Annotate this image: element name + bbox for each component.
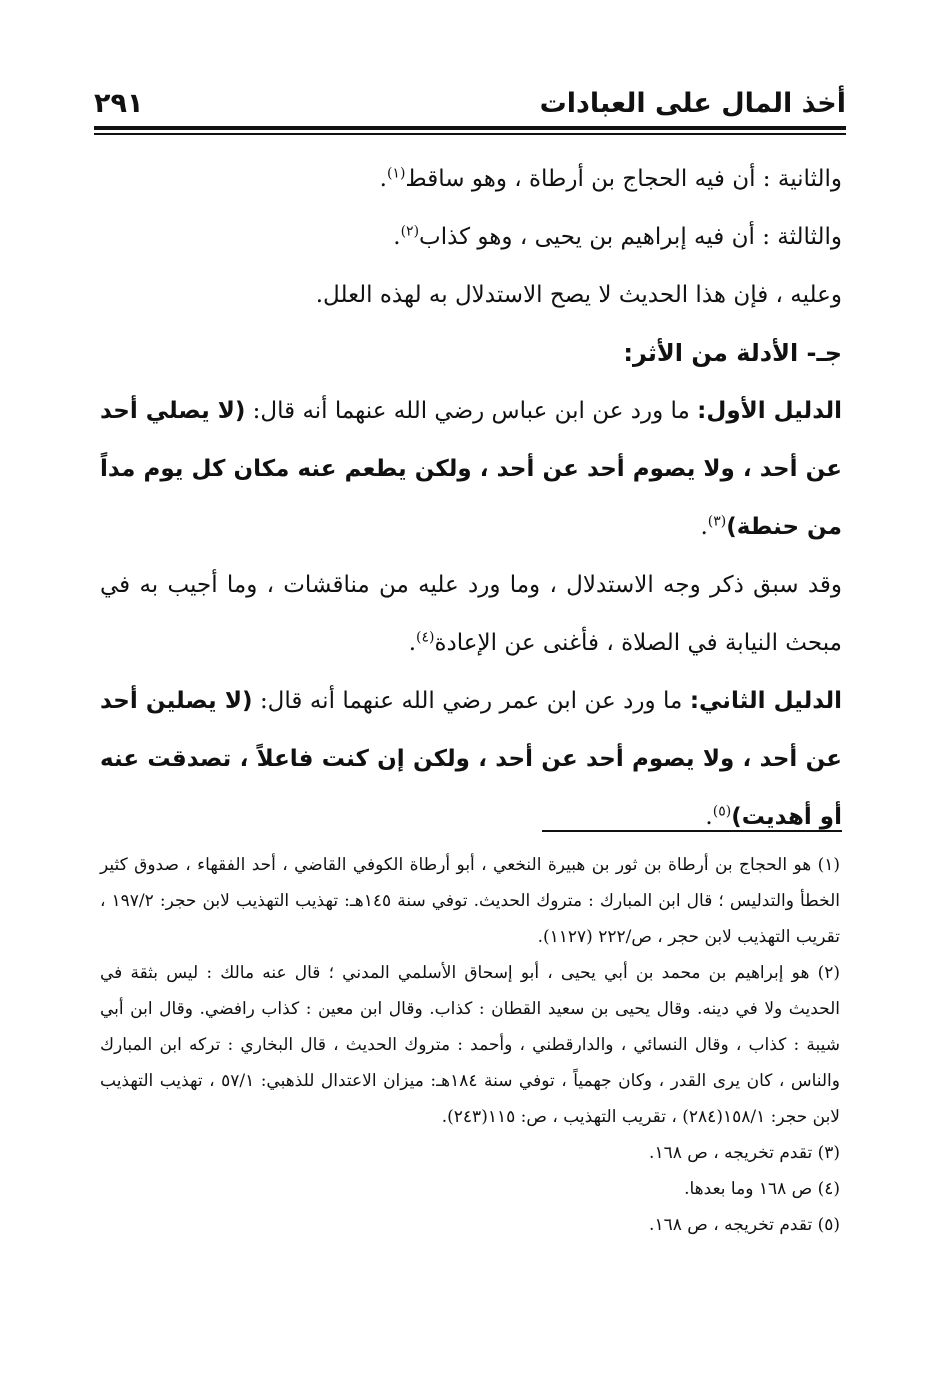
footnote-1: (١) هو الحجاج بن أرطاة بن ثور بن هبيرة النخعي ، أبو أرطاة الكوفي القاضي ، أحد الفقهاء ، صدوق كثير الخطأ والتدليس ؛ قال ابن المبارك : متروك الحديث. توفي سنة ١٤٥هـ: تهذيب التهذيب لابن حجر: ١٩٧/٢ ، تقريب التهذيب لابن حجر ، ص/٢٢٢ (١١٢٧). [100,855,841,947]
evidence-label: الدليل الأول: [697,398,843,424]
footnote-4: (٤) ص ١٦٨ وما بعدها. [684,1179,840,1199]
footnote-ref[interactable]: (١) [386,165,406,182]
paragraph-text: وقد سبق ذكر وجه الاستدلال ، وما ورد عليه من مناقشات ، وما أجيب به في مبحث النيابة في الصلاة ، فأغنى عن الإعادة [100,572,842,656]
evidence-quote: (لا يصلين أحد عن أحد ، ولا يصوم أحد عن أحد ، ولكن إن كنت فاعلاً ، تصدقت عنه أو أهديت) [100,688,842,830]
paragraph-text: والثالثة : أن فيه إبراهيم بن يحيى ، وهو كذاب [419,224,842,250]
page-header [94,88,846,124]
footnote-5: (٥) تقدم تخريجه ، ص ١٦٨. [649,1215,840,1235]
paragraph-conclusion [100,266,842,324]
paragraph-second-defect [100,150,842,208]
evidence-intro: ما ورد عن ابن عباس رضي الله عنهما أنه قال: [252,398,690,424]
period: . [705,804,713,830]
header-rule-thin [94,133,846,135]
page-number: ٢٩١ [94,88,144,119]
header-rule-thick [94,126,846,130]
footnote-2: (٢) هو إبراهيم بن محمد بن أبي يحيى ، أبو إسحاق الأسلمي المدني ؛ قال عنه مالك : ليس بثقة في الحديث ولا في دينه. وقال يحيى بن سعيد القطان : كذاب. وقال ابن معين : كذاب رافضي. وقال ابن أبي شيبة : كذاب ، وقال النسائي ، والدارقطني ، وأحمد : متروك الحديث ، قال البخاري : تركه ابن المبارك والناس ، كان يرى القدر ، وكان جهمياً ، توفي سنة ١٨٤هـ: ميزان الاعتدال للذهبي: ٥٧/١ ، تهذيب التهذيب لابن حجر: ١٥٨/١(٢٨٤) ، تقريب التهذيب ، ص: ١١٥(٢٤٣). [100,963,840,1127]
main-text [100,150,842,846]
running-title: أخذ المال على العبادات [539,88,846,119]
period: . [700,514,708,540]
paragraph-text: والثانية : أن فيه الحجاج بن أرطاة ، وهو ساقط [405,166,842,192]
paragraph-previous-discussion [100,556,842,672]
footnote-ref[interactable]: (٤) [416,629,435,646]
evidence-intro: ما ورد عن ابن عمر رضي الله عنهما أنه قال: [259,688,683,714]
period: . [393,224,401,250]
paragraph-text: وعليه ، فإن هذا الحديث لا يصح الاستدلال به لهذه العلل. [315,282,842,308]
evidence-quote: (لا يصلي أحد عن أحد ، ولا يصوم أحد عن أحد ، ولكن يطعم عنه مكان كل يوم مداً من حنطة) [100,398,842,540]
evidence-label: الدليل الثاني: [689,688,843,714]
period: . [408,630,417,656]
paragraph-first-evidence [100,382,842,556]
footnote-ref[interactable]: (٣) [707,513,727,530]
paragraph-third-defect [100,208,842,266]
footnote-separator [542,830,842,832]
paragraph-second-evidence [100,672,842,846]
footnotes [100,847,840,1243]
section-heading: جـ- الأدلة من الأثر: [623,339,842,367]
period: . [379,166,387,192]
footnote-ref[interactable]: (٢) [400,223,420,240]
footnote-ref[interactable]: (٥) [712,803,732,820]
footnote-3: (٣) تقدم تخريجه ، ص ١٦٨. [649,1143,840,1163]
